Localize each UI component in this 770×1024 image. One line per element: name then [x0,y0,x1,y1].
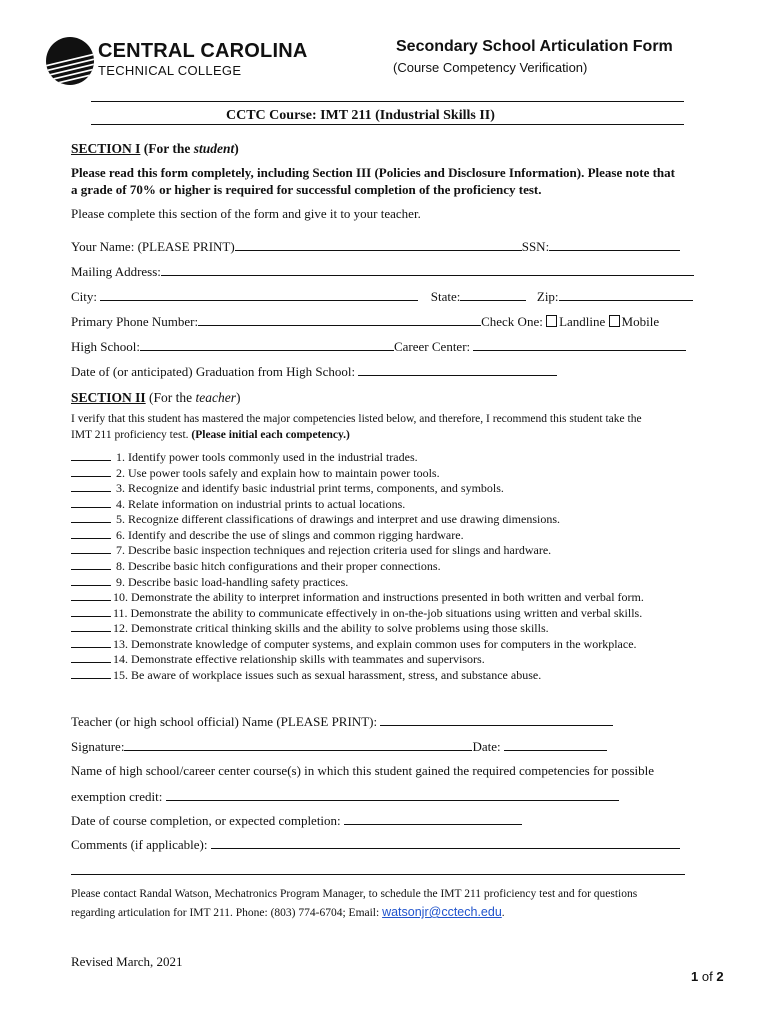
college-logo-icon [45,36,95,86]
state-field[interactable] [460,287,526,301]
high-school-field[interactable] [140,337,394,351]
section-1-note: Please complete this section of the form and give it to your teacher. [71,206,421,221]
initial-field[interactable] [71,558,111,570]
section-1-who: student [193,141,235,156]
career-center-field[interactable] [473,337,686,351]
section-1-label: SECTION I [71,141,141,156]
school-row [71,337,686,355]
contact-line-2 [71,905,505,919]
initial-field[interactable] [71,651,111,663]
name-row [71,237,680,255]
graduation-row [71,362,557,380]
exemption-label: exemption credit: [71,789,163,804]
initial-field[interactable] [71,527,111,539]
phone-field[interactable] [198,312,481,326]
section-2-who: teacher [195,390,237,405]
state-label: State: [430,289,461,304]
city-field[interactable] [100,287,418,301]
section-2-close: ) [236,390,241,405]
initial-field[interactable] [71,667,111,679]
exemption-row [71,787,619,805]
competency-item [71,589,644,605]
competency-text: 3. Recognize and identify basic industrial print terms, components, and symbols. [113,481,504,495]
section-1-instructions-2: a grade of 70% or higher is required for successful completion of the proficiency test. [71,182,542,197]
signature-field[interactable] [124,737,472,751]
signature-row [71,737,607,755]
initial-field[interactable] [71,542,111,554]
top-rule [91,101,684,102]
comments-line-2[interactable] [71,874,685,875]
comments-row [71,835,680,853]
competency-item [71,449,418,465]
competency-text: 9. Describe basic load-handling safety practices. [113,575,349,589]
career-center-label: Career Center: [393,339,471,354]
initial-field[interactable] [71,574,111,586]
signature-label: Signature: [71,739,125,754]
date-label: Date: [472,739,501,754]
teacher-name-label: Teacher (or high school official) Name (PLEASE PRINT): [71,714,378,729]
competency-item [71,651,485,667]
zip-label: Zip: [536,289,559,304]
verify-text: IMT 211 proficiency test. [71,429,192,441]
competency-item [71,605,642,621]
city-label: City: [71,289,98,304]
section-2-label: SECTION II [71,390,146,405]
mailing-row [71,262,694,280]
completion-label: Date of course completion, or expected completion: [71,813,341,828]
initial-field[interactable] [71,449,111,461]
verify-line-1: I verify that this student has mastered the major competencies listed below, and therefore, I recommend this student take the [71,413,642,425]
competency-item [71,527,464,543]
course-title: CCTC Course: IMT 211 (Industrial Skills II) [226,108,495,123]
contact-text: regarding articulation for IMT 211. Phone: (803) 774-6704; Email: [71,907,383,919]
zip-field[interactable] [559,287,693,301]
name-label: Your Name: (PLEASE PRINT) [71,239,235,254]
competency-text: 2. Use power tools safely and explain how to maintain power tools. [113,466,440,480]
name-field[interactable] [235,237,522,251]
form-title: Secondary School Articulation Form [396,38,673,55]
email-link[interactable]: watsonjr@cctech.edu [382,905,502,919]
initial-field[interactable] [71,511,111,523]
phone-row [71,312,659,330]
initial-field[interactable] [71,465,111,477]
competency-text: 13. Demonstrate knowledge of computer systems, and explain common uses for computers in the workplace. [113,637,637,651]
competency-item [71,667,541,683]
graduation-label: Date of (or anticipated) Graduation from High School: [71,364,356,379]
logo-name: CENTRAL CAROLINA [98,40,308,62]
page-total: 2 [716,969,724,984]
logo-subtitle: TECHNICAL COLLEGE [98,63,242,78]
ssn-field[interactable] [549,237,680,251]
page-number [691,969,724,984]
competency-item [71,542,551,558]
competency-text: 14. Demonstrate effective relationship skills with teammates and supervisors. [113,652,485,666]
competency-text: 15. Be aware of workplace issues such as sexual harassment, stress, and substance abuse. [113,668,542,682]
contact-line-1: Please contact Randal Watson, Mechatronics Program Manager, to schedule the IMT 211 proficiency test and for questions [71,888,638,900]
section-1-for: (For the [143,141,194,156]
competency-item [71,496,405,512]
high-school-label: High School: [71,339,140,354]
competency-item [71,636,637,652]
mobile-checkbox[interactable] [609,315,620,327]
section-1-close: ) [234,141,239,156]
competency-item [71,480,504,496]
revised-date: Revised March, 2021 [71,954,183,969]
phone-label: Primary Phone Number: [71,314,199,329]
check-one-label: Check One: [481,314,543,329]
landline-label: Landline [559,314,606,329]
competency-text: 5. Recognize different classifications of drawings and interpret and use drawing dimensions. [113,512,560,526]
initial-field[interactable] [71,605,111,617]
page-of: of [701,969,713,984]
competency-item [71,558,441,574]
initial-field[interactable] [71,496,111,508]
competency-text: 11. Demonstrate the ability to communicate effectively in on-the-job situations using written and verbal skills. [113,606,643,620]
course-label: Name of high school/career center course(s) in which this student gained the required competencies for possible [71,763,654,778]
initial-field[interactable] [71,636,111,648]
verify-line-2 [71,429,350,441]
initial-field[interactable] [71,589,111,601]
mailing-field[interactable] [161,262,694,276]
section-1-instructions: Please read this form completely, including Section III (Policies and Disclosure Information). Please note that [71,165,675,180]
mailing-label: Mailing Address: [71,264,161,279]
competency-text: 4. Relate information on industrial prints to actual locations. [113,497,406,511]
section-1-heading [71,141,239,157]
competency-text: 8. Describe basic hitch configurations and their proper connections. [113,559,441,573]
competency-item [71,574,348,590]
section-2-heading [71,390,241,406]
ssn-label: SSN: [521,239,550,254]
competency-text: 6. Identify and describe the use of slings and common rigging hardware. [113,528,464,542]
form-subtitle: (Course Competency Verification) [393,60,588,75]
comments-field[interactable] [211,835,680,849]
graduation-field[interactable] [358,362,557,376]
teacher-name-field[interactable] [380,712,613,726]
city-row [71,287,693,305]
date-field[interactable] [504,737,607,751]
initial-field[interactable] [71,480,111,492]
course-underline [91,124,684,125]
contact-period: . [501,907,505,919]
mobile-label: Mobile [621,314,660,329]
section-2-for: (For the [149,390,196,405]
completion-row [71,811,522,829]
exemption-field[interactable] [166,787,619,801]
comments-label: Comments (if applicable): [71,837,208,852]
initial-field[interactable] [71,620,111,632]
competency-item [71,511,560,527]
competency-text: 10. Demonstrate the ability to interpret information and instructions presented in both written and verbal form. [113,590,644,604]
competency-text: 7. Describe basic inspection techniques and rejection criteria used for slings and hardware. [113,543,552,557]
competency-text: 1. Identify power tools commonly used in the industrial trades. [113,450,418,464]
completion-field[interactable] [344,811,522,825]
competency-item [71,620,549,636]
landline-checkbox[interactable] [546,315,557,327]
verify-initial-note: (Please initial each competency.) [191,429,350,441]
competency-text: 12. Demonstrate critical thinking skills and the ability to solve problems using those skills. [113,621,549,635]
page-current: 1 [691,969,699,984]
teacher-name-row [71,712,613,730]
competency-item [71,465,440,481]
